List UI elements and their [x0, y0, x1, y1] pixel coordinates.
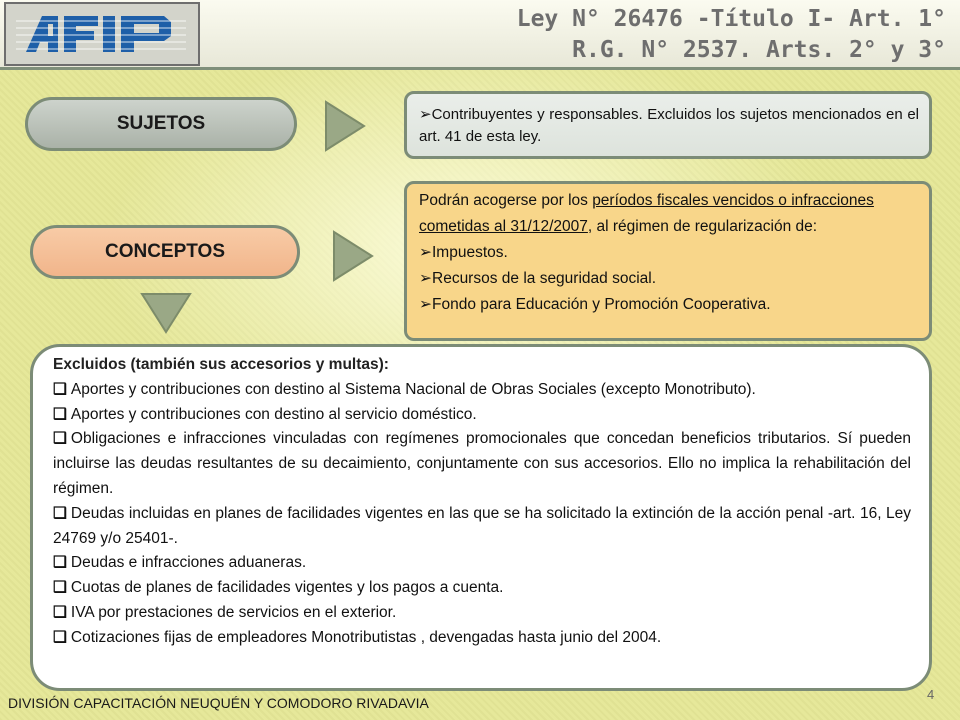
- list-item-text: Deudas incluidas en planes de facilidades vigentes en las que se ha solicitado la extinción de la acción penal -art. 16, Ley 24769 y/o 25401-.: [53, 504, 911, 547]
- sujetos-text: Contribuyentes y responsables. Excluidos los sujetos mencionados en el art. 41 de esta ley.: [419, 106, 919, 145]
- footer-text: DIVISIÓN CAPACITACIÓN NEUQUÉN Y COMODORO RIVADAVIA: [8, 695, 429, 711]
- list-item-text: IVA por prestaciones de servicios en el exterior.: [70, 603, 397, 621]
- title-line-2: R.G. N° 2537. Arts. 2° y 3°: [572, 37, 946, 63]
- checkbox-bullet-icon: ❑: [53, 628, 67, 646]
- list-item: [53, 576, 911, 601]
- list-item-text: Aportes y contribuciones con destino al Sistema Nacional de Obras Sociales (excepto Monotributo).: [70, 380, 756, 398]
- arrow-down-icon: [140, 290, 192, 334]
- intro-underlined-text: períodos fiscales vencidos o infracciones cometidas al 31/12/2007: [419, 192, 874, 235]
- list-item: [53, 427, 911, 501]
- sujetos-box: [404, 91, 932, 159]
- checkbox-bullet-icon: ❑: [53, 504, 67, 522]
- list-item-text: Obligaciones e infracciones vinculadas con regímenes promocionales que concedan beneficios tributarios. Sí pueden incluirse las deudas resultantes de su decaimiento, conjuntamente con sus accesorios. Ello no implica la rehabilitación del régimen.: [53, 430, 911, 497]
- excluidos-heading: Excluidos (también sus accesorios y multas):: [53, 356, 389, 373]
- list-item-text: Aportes y contribuciones con destino al servicio doméstico.: [70, 405, 477, 423]
- header-bar: [0, 0, 960, 70]
- arrow-right-icon: [322, 100, 366, 152]
- arrow-bullet-icon: ➢: [419, 244, 432, 261]
- conceptos-intro: [419, 188, 919, 240]
- list-item-text: Deudas e infracciones aduaneras.: [70, 554, 307, 572]
- list-item: [419, 266, 919, 292]
- list-item: [419, 240, 919, 266]
- list-item: [419, 292, 919, 318]
- intro-text-end: , al régimen de regularización de:: [587, 218, 818, 235]
- conceptos-pill: CONCEPTOS: [30, 225, 300, 279]
- list-item: [53, 502, 911, 552]
- intro-text: Podrán acogerse por los: [419, 192, 593, 209]
- list-item-text: Fondo para Educación y Promoción Cooperativa.: [432, 296, 771, 313]
- conceptos-box: [404, 181, 932, 341]
- sujetos-pill: SUJETOS: [25, 97, 297, 151]
- checkbox-bullet-icon: ❑: [53, 405, 67, 423]
- list-item-text: Cuotas de planes de facilidades vigentes y los pagos a cuenta.: [70, 579, 504, 597]
- checkbox-bullet-icon: ❑: [53, 554, 67, 572]
- list-item: [53, 626, 911, 651]
- excluidos-box: [30, 344, 932, 691]
- checkbox-bullet-icon: ❑: [53, 603, 67, 621]
- title-line-1: Ley N° 26476 -Título I- Art. 1°: [516, 6, 946, 32]
- list-item: [53, 601, 911, 626]
- arrow-right-icon: [330, 230, 374, 282]
- list-item: [53, 378, 911, 403]
- arrow-bullet-icon: ➢: [419, 106, 432, 123]
- list-item-text: Impuestos.: [432, 244, 508, 261]
- checkbox-bullet-icon: ❑: [53, 579, 67, 597]
- page-title: [226, 4, 946, 66]
- page-number: 4: [927, 687, 935, 702]
- list-item-text: Cotizaciones fijas de empleadores Monotributistas , devengadas hasta junio del 2004.: [70, 628, 662, 646]
- checkbox-bullet-icon: ❑: [53, 380, 67, 398]
- checkbox-bullet-icon: ❑: [53, 430, 67, 448]
- arrow-bullet-icon: ➢: [419, 270, 432, 287]
- list-item: [53, 403, 911, 428]
- list-item: [53, 551, 911, 576]
- arrow-bullet-icon: ➢: [419, 296, 432, 313]
- list-item-text: Recursos de la seguridad social.: [432, 270, 657, 287]
- afip-logo: [4, 2, 200, 66]
